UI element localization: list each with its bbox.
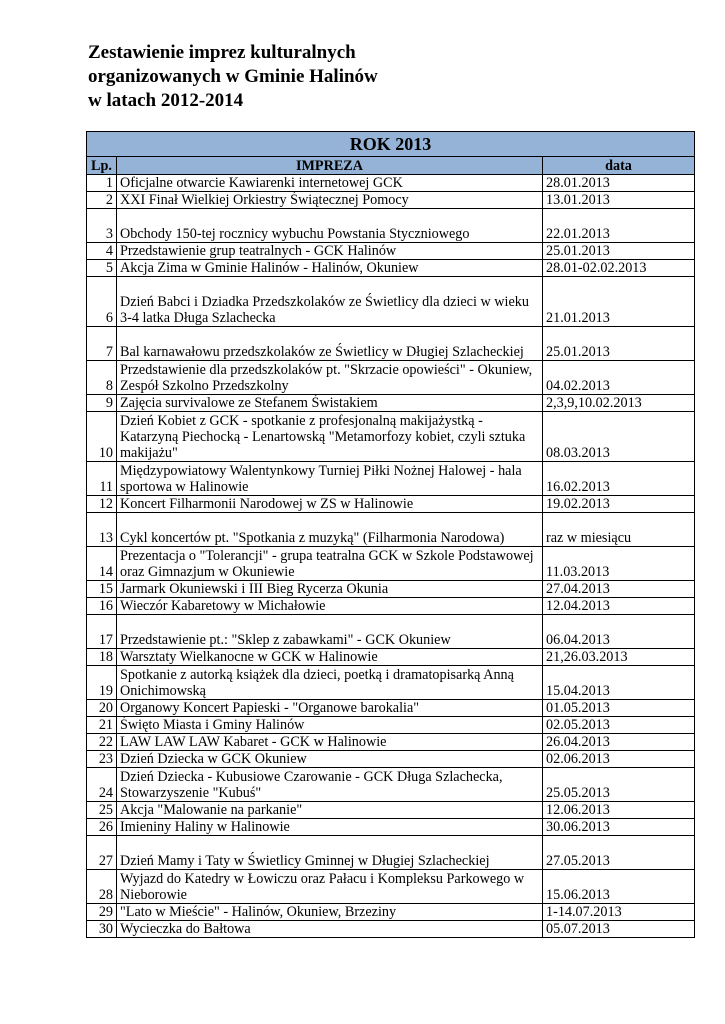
event-name: Wyjazd do Katedry w Łowiczu oraz Pałacu i Kompleksu Parkowego w Nieborowie (117, 870, 543, 904)
table-row (87, 581, 695, 598)
event-date: 27.05.2013 (543, 836, 695, 870)
event-date: 30.06.2013 (543, 819, 695, 836)
table-row (87, 615, 695, 649)
event-date: 05.07.2013 (543, 921, 695, 938)
table-row (87, 175, 695, 192)
column-header-lp: Lp. (87, 157, 117, 175)
event-date: 28.01.2013 (543, 175, 695, 192)
table-row (87, 209, 695, 243)
row-number: 2 (87, 192, 117, 209)
event-date: 04.02.2013 (543, 361, 695, 395)
event-date: 19.02.2013 (543, 496, 695, 513)
event-date: 2,3,9,10.02.2013 (543, 395, 695, 412)
event-name: Przedstawienie pt.: "Sklep z zabawkami" - GCK Okuniew (117, 615, 543, 649)
row-number: 19 (87, 666, 117, 700)
event-name: Święto Miasta i Gminy Halinów (117, 717, 543, 734)
event-name: Wycieczka do Bałtowa (117, 921, 543, 938)
table-row (87, 921, 695, 938)
row-number: 11 (87, 462, 117, 496)
event-date: 01.05.2013 (543, 700, 695, 717)
row-number: 26 (87, 819, 117, 836)
table-row (87, 412, 695, 462)
event-name: Dzień Dziecka - Kubusiowe Czarowanie - GCK Długa Szlachecka, Stowarzyszenie "Kubuś" (117, 768, 543, 802)
row-number: 23 (87, 751, 117, 768)
table-row (87, 666, 695, 700)
row-number: 17 (87, 615, 117, 649)
table-row (87, 496, 695, 513)
table-row (87, 802, 695, 819)
row-number: 20 (87, 700, 117, 717)
event-name: Obchody 150-tej rocznicy wybuchu Powstania Styczniowego (117, 209, 543, 243)
event-date: 12.04.2013 (543, 598, 695, 615)
row-number: 7 (87, 327, 117, 361)
event-name: "Lato w Mieście" - Halinów, Okuniew, Brzeziny (117, 904, 543, 921)
event-name: Cykl koncertów pt. "Spotkania z muzyką" (Filharmonia Narodowa) (117, 513, 543, 547)
event-name: Wieczór Kabaretowy w Michałowie (117, 598, 543, 615)
table-row (87, 192, 695, 209)
column-header-date: data (543, 157, 695, 175)
row-number: 10 (87, 412, 117, 462)
event-date: 16.02.2013 (543, 462, 695, 496)
event-name: Dzień Babci i Dziadka Przedszkolaków ze Świetlicy dla dzieci w wieku 3-4 latka Długa Szlachecka (117, 277, 543, 327)
table-row (87, 717, 695, 734)
events-table (86, 131, 695, 938)
table-row (87, 768, 695, 802)
event-name: Koncert Filharmonii Narodowej w ZS w Halinowie (117, 496, 543, 513)
event-date: 25.01.2013 (543, 327, 695, 361)
row-number: 25 (87, 802, 117, 819)
event-name: Imieniny Haliny w Halinowie (117, 819, 543, 836)
event-date: 15.04.2013 (543, 666, 695, 700)
event-name: Przedstawienie dla przedszkolaków pt. "Skrzacie opowieści" - Okuniew, Zespół Szkolno Przedszkolny (117, 361, 543, 395)
table-row (87, 836, 695, 870)
row-number: 18 (87, 649, 117, 666)
event-date: 21.01.2013 (543, 277, 695, 327)
table-row (87, 870, 695, 904)
table-row (87, 277, 695, 327)
row-number: 22 (87, 734, 117, 751)
table-row (87, 649, 695, 666)
row-number: 14 (87, 547, 117, 581)
table-row (87, 547, 695, 581)
row-number: 4 (87, 243, 117, 260)
table-row (87, 751, 695, 768)
event-name: Dzień Kobiet z GCK - spotkanie z profesjonalną makijażystką - Katarzyną Piechocką - Lenartowską "Metamorfozy kobiet, czyli sztuka makijażu" (117, 412, 543, 462)
year-heading: ROK 2013 (87, 132, 695, 157)
table-row (87, 819, 695, 836)
event-date: 27.04.2013 (543, 581, 695, 598)
table-row (87, 700, 695, 717)
event-date: 21,26.03.2013 (543, 649, 695, 666)
row-number: 16 (87, 598, 117, 615)
table-row (87, 361, 695, 395)
event-name: Dzień Mamy i Taty w Świetlicy Gminnej w Długiej Szlacheckiej (117, 836, 543, 870)
event-date: 02.06.2013 (543, 751, 695, 768)
event-date: 26.04.2013 (543, 734, 695, 751)
event-date: raz w miesiącu (543, 513, 695, 547)
title-line-2: organizowanych w Gminie Halinów (88, 66, 378, 87)
row-number: 1 (87, 175, 117, 192)
event-date: 11.03.2013 (543, 547, 695, 581)
row-number: 5 (87, 260, 117, 277)
event-date: 08.03.2013 (543, 412, 695, 462)
event-date: 28.01-02.02.2013 (543, 260, 695, 277)
row-number: 3 (87, 209, 117, 243)
row-number: 21 (87, 717, 117, 734)
event-date: 12.06.2013 (543, 802, 695, 819)
event-name: Bal karnawałowu przedszkolaków ze Świetlicy w Długiej Szlacheckiej (117, 327, 543, 361)
row-number: 13 (87, 513, 117, 547)
event-date: 06.04.2013 (543, 615, 695, 649)
event-name: Dzień Dziecka w GCK Okuniew (117, 751, 543, 768)
event-date: 15.06.2013 (543, 870, 695, 904)
table-row (87, 904, 695, 921)
table-row (87, 395, 695, 412)
row-number: 12 (87, 496, 117, 513)
row-number: 27 (87, 836, 117, 870)
row-number: 29 (87, 904, 117, 921)
row-number: 28 (87, 870, 117, 904)
event-name: Akcja "Malowanie na parkanie" (117, 802, 543, 819)
table-row (87, 513, 695, 547)
event-name: Organowy Koncert Papieski - "Organowe barokalia" (117, 700, 543, 717)
event-name: Spotkanie z autorką książek dla dzieci, poetką i dramatopisarką Anną Onichimowską (117, 666, 543, 700)
event-name: XXI Finał Wielkiej Orkiestry Świątecznej Pomocy (117, 192, 543, 209)
event-date: 13.01.2013 (543, 192, 695, 209)
row-number: 15 (87, 581, 117, 598)
event-date: 25.05.2013 (543, 768, 695, 802)
column-header-event: IMPREZA (117, 157, 543, 175)
row-number: 8 (87, 361, 117, 395)
table-row (87, 462, 695, 496)
event-name: Międzypowiatowy Walentynkowy Turniej Piłki Nożnej Halowej - hala sportowa w Halinowie (117, 462, 543, 496)
title-line-1: Zestawienie imprez kulturalnych (88, 42, 356, 63)
event-date: 1-14.07.2013 (543, 904, 695, 921)
event-name: Akcja Zima w Gminie Halinów - Halinów, Okuniew (117, 260, 543, 277)
event-date: 25.01.2013 (543, 243, 695, 260)
row-number: 30 (87, 921, 117, 938)
table-row (87, 598, 695, 615)
event-name: LAW LAW LAW Kabaret - GCK w Halinowie (117, 734, 543, 751)
table-row (87, 327, 695, 361)
event-name: Warsztaty Wielkanocne w GCK w Halinowie (117, 649, 543, 666)
column-header-row (87, 157, 695, 175)
event-name: Jarmark Okuniewski i III Bieg Rycerza Okunia (117, 581, 543, 598)
document-title (88, 41, 378, 113)
table-row (87, 260, 695, 277)
event-date: 22.01.2013 (543, 209, 695, 243)
table-row (87, 243, 695, 260)
title-line-3: w latach 2012-2014 (88, 90, 244, 111)
row-number: 24 (87, 768, 117, 802)
event-name: Zajęcia survivalowe ze Stefanem Świstakiem (117, 395, 543, 412)
table-row (87, 734, 695, 751)
year-header-row (87, 132, 695, 157)
row-number: 9 (87, 395, 117, 412)
event-date: 02.05.2013 (543, 717, 695, 734)
row-number: 6 (87, 277, 117, 327)
event-name: Oficjalne otwarcie Kawiarenki internetowej GCK (117, 175, 543, 192)
event-name: Przedstawienie grup teatralnych - GCK Halinów (117, 243, 543, 260)
event-name: Prezentacja o "Tolerancji" - grupa teatralna GCK w Szkole Podstawowej oraz Gimnazjum w Okuniewie (117, 547, 543, 581)
events-table-body (87, 175, 695, 938)
